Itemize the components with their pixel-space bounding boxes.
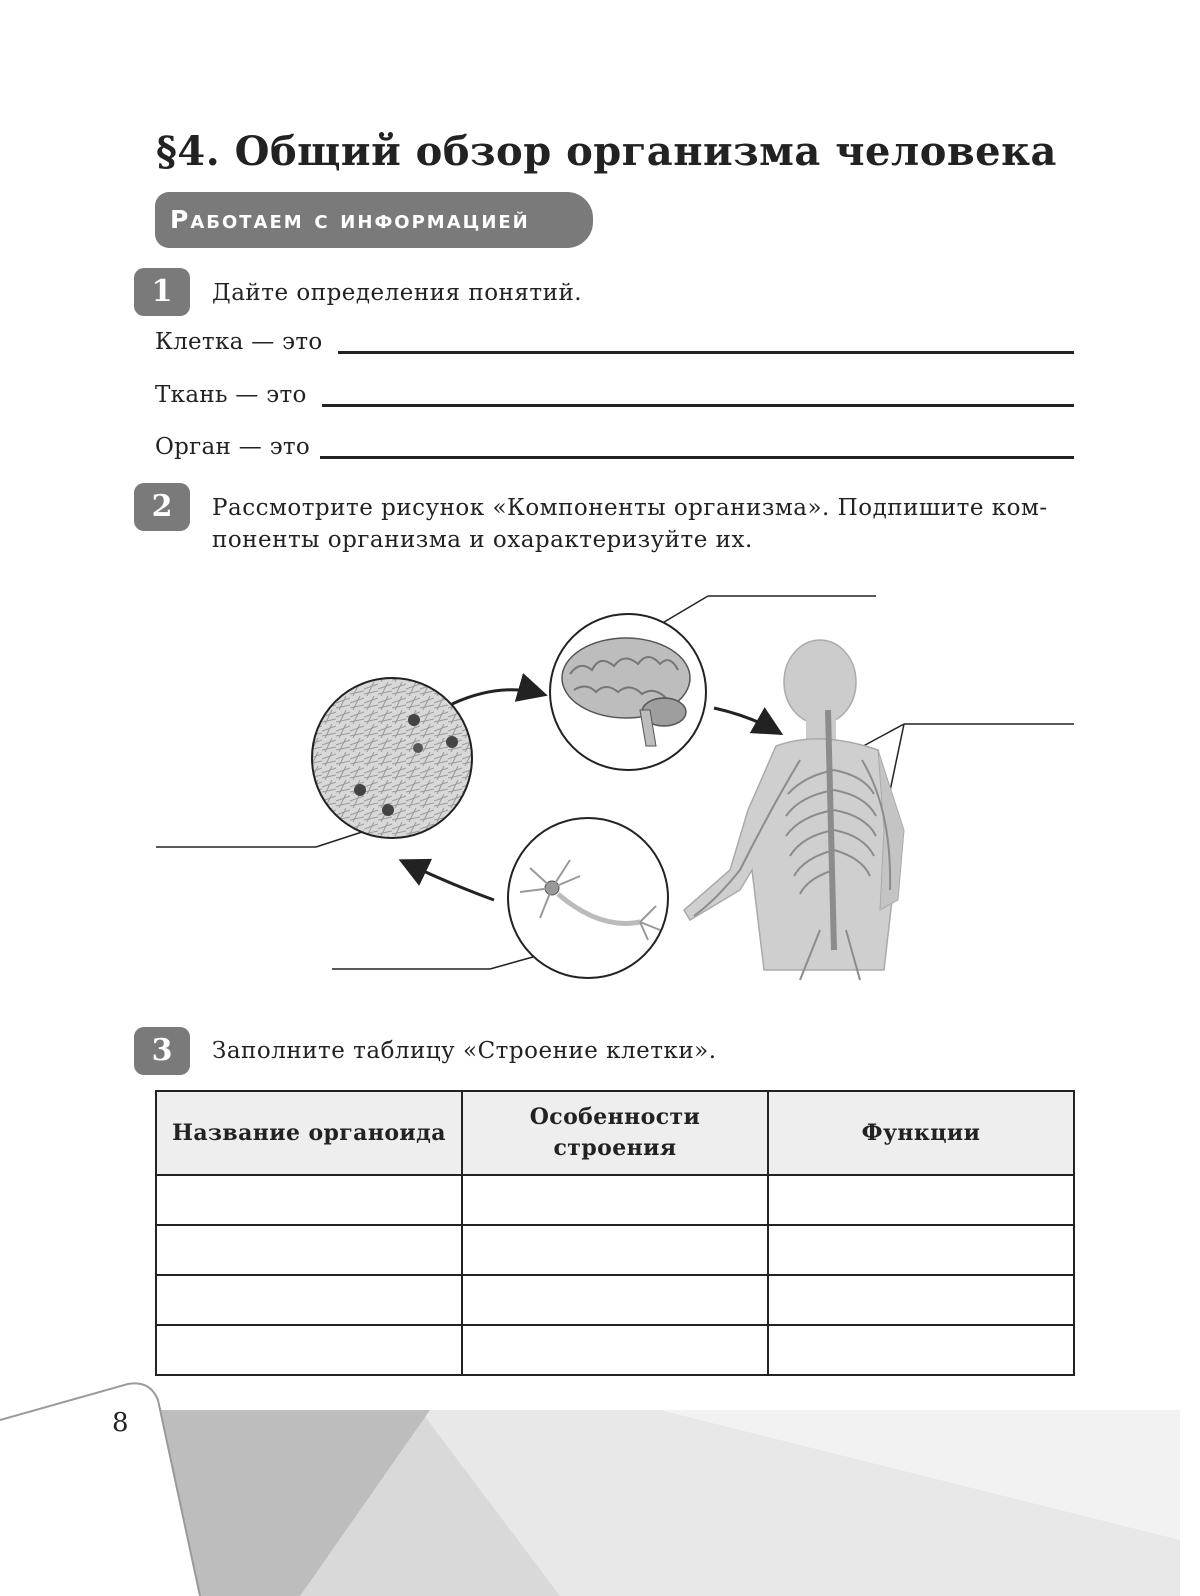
arrow-brain-to-body <box>714 708 778 732</box>
table-row <box>156 1225 1074 1275</box>
table-cell[interactable] <box>462 1175 768 1225</box>
table-row <box>156 1325 1074 1375</box>
table-cell[interactable] <box>156 1225 462 1275</box>
human-nervous-system <box>684 640 904 980</box>
page-title: §4. Общий обзор организма человека <box>156 128 1057 175</box>
column-header-functions: Функции <box>768 1091 1074 1175</box>
task-2-text-line2: поненты организма и охарактеризуйте их. <box>212 527 753 553</box>
table-cell[interactable] <box>156 1325 462 1375</box>
table-header-row <box>156 1091 1074 1175</box>
footer-decoration <box>0 1380 1200 1596</box>
label-line-tissue[interactable] <box>156 832 362 847</box>
table-cell[interactable] <box>156 1275 462 1325</box>
table-cell[interactable] <box>462 1325 768 1375</box>
label-line-brain[interactable] <box>654 596 876 628</box>
page-number: 8 <box>112 1408 129 1438</box>
section-banner-label: Работаем с информацией <box>170 205 530 234</box>
task-number-badge: 2 <box>134 483 190 531</box>
table-cell[interactable] <box>156 1175 462 1225</box>
answer-line-organ[interactable] <box>320 456 1074 459</box>
task-number-badge: 3 <box>134 1027 190 1075</box>
task-3-text: Заполните таблицу «Строение клетки». <box>212 1038 717 1064</box>
arrow-tissue-to-brain <box>452 690 542 704</box>
cell-structure-table <box>155 1090 1075 1376</box>
definition-label-cell: Клетка — это <box>155 329 323 355</box>
definition-label-organ: Орган — это <box>155 434 311 460</box>
components-figure <box>0 570 1200 1010</box>
tissue-circle <box>312 678 472 838</box>
definition-label-tissue: Ткань — это <box>155 382 307 408</box>
table-cell[interactable] <box>768 1275 1074 1325</box>
answer-line-tissue[interactable] <box>322 404 1074 407</box>
brain-circle <box>550 614 706 770</box>
column-header-organoid: Название органоида <box>156 1091 462 1175</box>
column-header-structure: Особенности строения <box>462 1091 768 1175</box>
table-cell[interactable] <box>768 1225 1074 1275</box>
table-cell[interactable] <box>462 1225 768 1275</box>
table-cell[interactable] <box>768 1175 1074 1225</box>
answer-line-cell[interactable] <box>338 351 1074 354</box>
label-line-neuron[interactable] <box>332 955 540 969</box>
task-1-text: Дайте определения понятий. <box>212 280 583 306</box>
arrow-neuron-to-tissue <box>404 862 494 900</box>
table-cell[interactable] <box>768 1325 1074 1375</box>
task-2-text-line1: Рассмотрите рисунок «Компоненты организма». Подпишите ком- <box>212 495 1048 521</box>
neuron-circle <box>508 818 668 978</box>
task-number-badge: 1 <box>134 268 190 316</box>
table-row <box>156 1275 1074 1325</box>
table-cell[interactable] <box>462 1275 768 1325</box>
table-row <box>156 1175 1074 1225</box>
